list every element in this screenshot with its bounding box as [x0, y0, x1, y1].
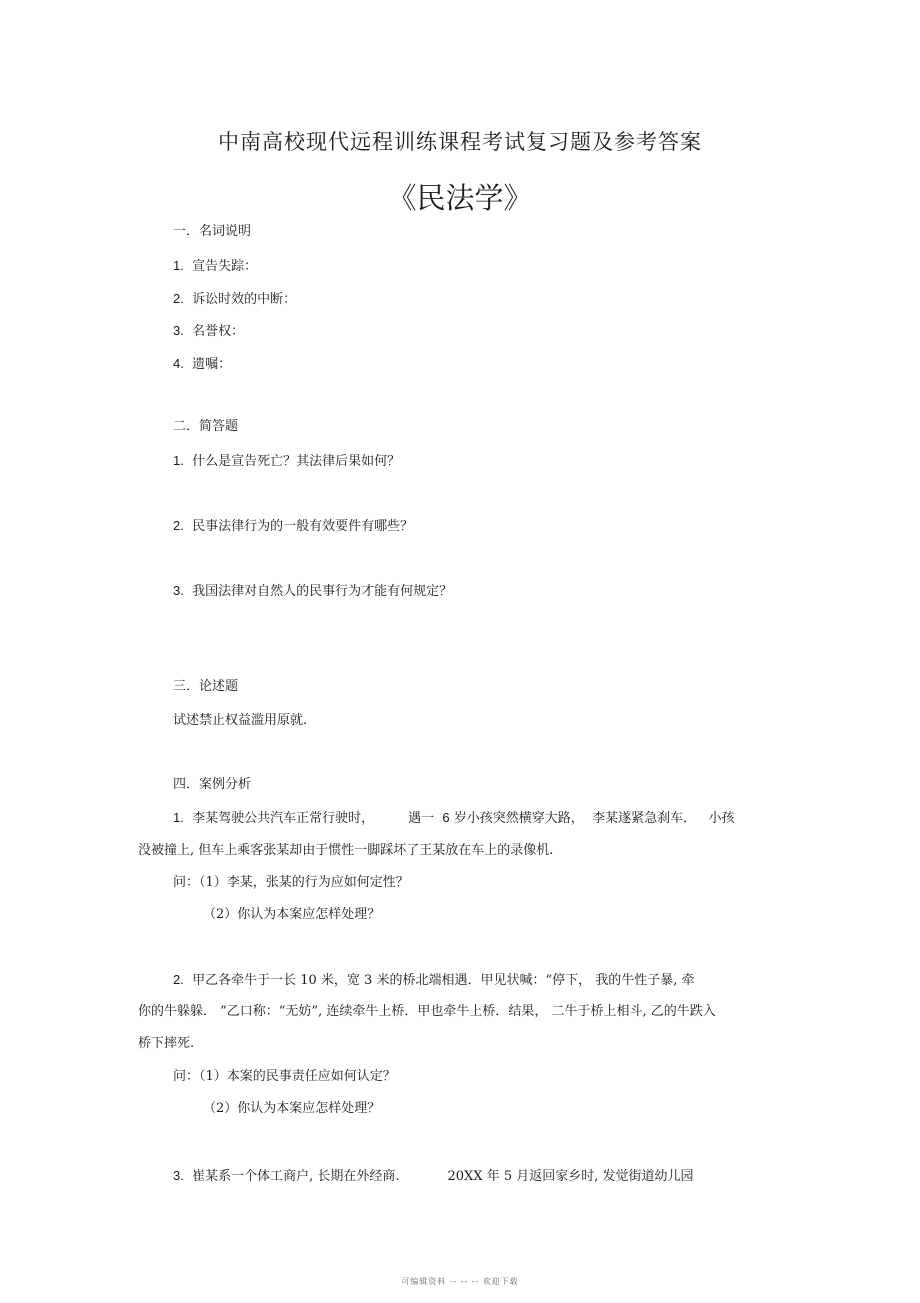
case-1-question-1: [173, 875, 409, 891]
item-text: 宣告失踪：: [192, 259, 258, 274]
case-text: 20XX 年 5 月返回家乡时, 发觉街道幼儿园: [447, 1169, 694, 1184]
case-number: 1.: [173, 810, 184, 825]
case-text: 遇一: [408, 811, 435, 826]
case-text: 李某遂紧急刹车．: [592, 811, 697, 826]
item-number: 4.: [173, 356, 184, 371]
question-text: （1）本案的民事责任应如何认定？: [199, 1069, 396, 1084]
case-2-question-2: （2）你认为本案应怎样处理？: [203, 1101, 381, 1116]
item-number: 2.: [173, 518, 184, 533]
case-2-question-1: [173, 1069, 396, 1085]
case-text: 李某驾驶公共汽车正常行驶时，: [192, 811, 375, 826]
case-number: 2.: [173, 972, 184, 987]
item-text: 诉讼时效的中断：: [192, 292, 297, 307]
section-heading-case-analysis: 四．案例分析: [173, 777, 252, 792]
case-3-line-1: [173, 1168, 694, 1185]
case-text: 小孩: [708, 811, 735, 826]
question-prefix: 问：: [173, 875, 200, 890]
list-item: [173, 323, 244, 340]
section-heading-short-answer: 二．简答题: [173, 419, 239, 434]
item-number: 2.: [173, 291, 184, 306]
list-item: [173, 583, 452, 600]
document-subtitle: 《民法学》: [387, 181, 533, 215]
item-text: 名誉权：: [192, 324, 245, 339]
case-1-line-2: 没被撞上, 但车上乘客张某却由于惯性一脚踩坏了王某放在车上的录像机.: [138, 843, 554, 858]
case-2-line-2: 你的牛躲躲． ”乙口称：“无妨”, 连续牵牛上桥．甲也牵牛上桥．结果， 二牛于桥上相斗, 乙的牛跌入: [138, 1004, 716, 1019]
essay-question: 试述禁止权益滥用原就.: [173, 713, 308, 728]
page-footer: 可编辑资料 -- -- -- 欢迎下载: [401, 1277, 519, 1286]
item-text: 遗嘱：: [192, 357, 232, 372]
item-number: 3.: [173, 323, 184, 338]
case-1-line-1: [173, 810, 735, 827]
section-heading-definitions: 一．名词说明: [173, 224, 252, 239]
case-number: 3.: [173, 1168, 184, 1183]
item-text: 什么是宣告死亡？其法律后果如何？: [192, 454, 401, 469]
list-item: [173, 518, 413, 535]
item-text: 我国法律对自然人的民事行为才能有何规定？: [192, 584, 453, 599]
section-heading-essay: 三．论述题: [173, 679, 239, 694]
list-item: [173, 258, 257, 275]
item-number: 1.: [173, 453, 184, 468]
case-text: 岁小孩突然横穿大路，: [453, 811, 584, 826]
case-number-value: 6: [442, 810, 450, 825]
case-text: 崔某系一个体工商户, 长期在外经商.: [192, 1169, 400, 1184]
document-title: 中南高校现代远程训练课程考试复习题及参考答案: [218, 130, 702, 154]
case-2-line-1: [173, 972, 695, 989]
list-item: [173, 453, 400, 470]
question-text: （1）李某，张某的行为应如何定性？: [199, 875, 409, 890]
list-item: [173, 356, 231, 373]
case-text: 甲乙各牵牛于一长 10 米，宽 3 米的桥北端相遇．甲见状喊：“停下， 我的牛性子暴, 牵: [192, 973, 695, 988]
item-number: 1.: [173, 258, 184, 273]
item-number: 3.: [173, 583, 184, 598]
case-1-question-2: （2）你认为本案应怎样处理？: [203, 907, 381, 922]
list-item: [173, 291, 296, 308]
item-text: 民事法律行为的一般有效要件有哪些？: [192, 519, 414, 534]
question-prefix: 问：: [173, 1069, 200, 1084]
case-2-line-3: 桥下摔死.: [138, 1036, 195, 1051]
